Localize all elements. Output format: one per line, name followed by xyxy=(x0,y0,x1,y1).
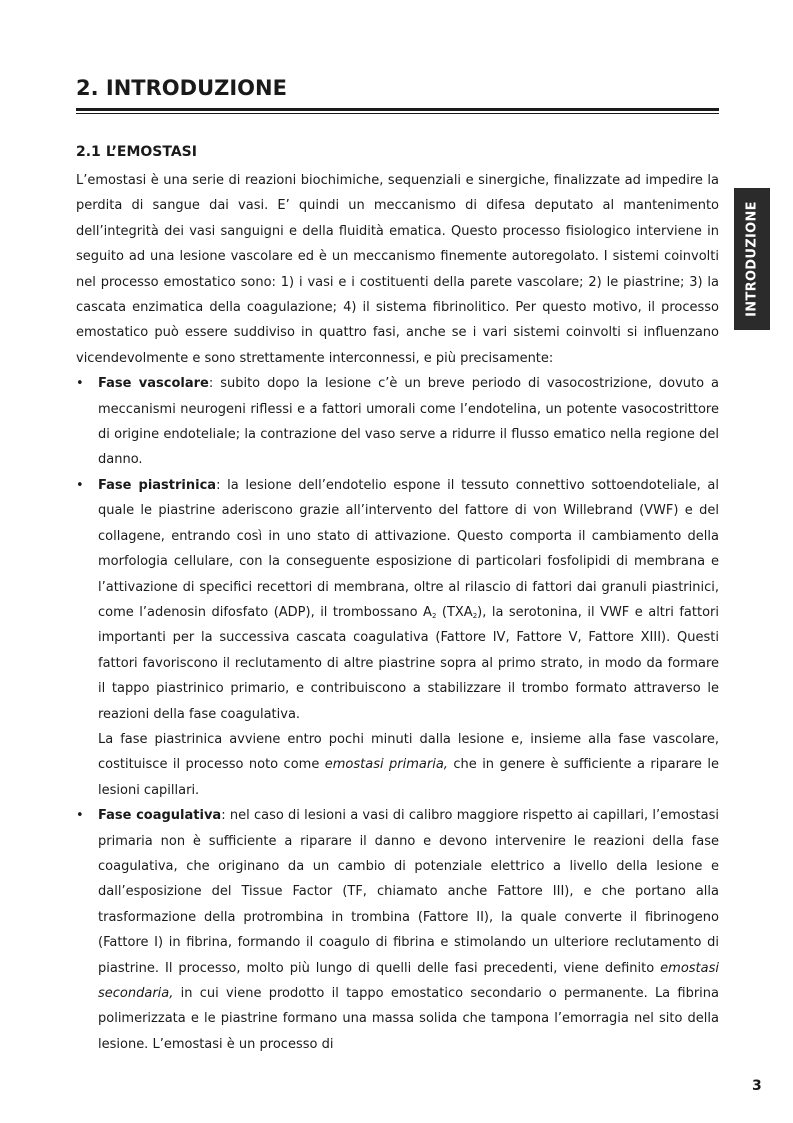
section-heading xyxy=(76,144,197,160)
list-item-platelet-phase xyxy=(76,473,719,803)
primary-hemostasis-italic: emostasi primaria, xyxy=(324,757,448,773)
subscript-2: 2 xyxy=(431,611,437,620)
title-rule-thick xyxy=(76,108,719,111)
phase-list xyxy=(76,371,719,1057)
platelet-phase-text-3: ), la serotonina, il VWF e altri fattori importanti per la successiva cascata coagulativa (Fattore IV, Fattore V, Fattore XIII). Questi fattori favoriscono il reclutamento di altre piastrine sopra al primo strato, in modo da formare il tappo piastrinico primario, e contribuiscono a stabilizzare il trombo formato attraverso le reazioni della fase coagulativa. xyxy=(98,604,719,722)
intro-paragraph: L’emostasi è una serie di reazioni biochimiche, sequenziali e sinergiche, finalizzate ad impedire la perdita di sangue dai vasi. E’ quindi un meccanismo di difesa deputato al mantenimento dell’integrità dei vasi sanguigni e della fluidità ematica. Questo processo fisiologico interviene in seguito ad una lesione vascolare ed è un meccanismo finemente autoregolato. I sistemi coinvolti nel processo emostatico sono: 1) i vasi e i costituenti della parete vascolare; 2) le piastrine; 3) la cascata enzimatica della coagulazione; 4) il sistema fibrinolitico. Per questo motivo, il processo emostatico può essere suddiviso in quattro fasi, anche se i vari sistemi coinvolti si influenzano vicendevolmente e sono strettamente interconnessi, e più precisamente: xyxy=(76,173,719,366)
side-tab-label: INTRODUZIONE xyxy=(744,201,760,317)
subscript-2: 2 xyxy=(472,611,478,620)
coagulation-phase-text-2: in cui viene prodotto il tappo emostatico secondario o permanente. La fibrina polimerizzata e le piastrine formano una massa solida che tampona l’emorragia nel sito della lesione. L’emostasi è un processo di xyxy=(98,986,719,1052)
chapter-side-tab xyxy=(734,188,770,330)
term-platelet-phase: Fase piastrinica xyxy=(98,477,217,493)
coagulation-phase-text-1: : nel caso di lesioni a vasi di calibro maggiore rispetto ai capillari, l’emostasi primaria non è sufficiente a riparare il danno e devono intervenire le reazioni della fase coagulativa, che originano da un cambio di potenziale elettrico a livello della lesione e dall’esposizione del Tissue Factor (TF, chiamato anche Fattore III), e che portano alla trasformazione della protrombina in trombina (Fattore II), la quale converte il fibrinogeno (Fattore I) in fibrina, formando il coagulo di fibrina e stimolando un ulteriore reclutamento di piastrine. Il processo, molto più lungo di quelli delle fasi precedenti, viene definito xyxy=(98,808,719,976)
platelet-phase-text-2: (TXA xyxy=(436,604,473,620)
section-number: 2.1 xyxy=(76,144,101,160)
section-title: L’EMOSTASI xyxy=(105,144,197,160)
platelet-phase-text-1: : la lesione dell’endotelio espone il tessuto connettivo sottoendoteliale, al quale le piastrine aderiscono grazie all’intervento del fattore di von Willebrand (VWF) e del collagene, entrando così in uno stato di attivazione. Questo comporta il cambiamento della morfologia cellulare, con la conseguente esposizione di particolari fosfolipidi di membrana e l’attivazione di specifici recettori di membrana, oltre al rilascio di fattori dai granuli piastrinici, come l’adenosin difosfato (ADP), il trombossano A xyxy=(98,477,720,620)
body-text xyxy=(76,168,719,1057)
list-item-coagulation-phase xyxy=(76,803,719,1057)
chapter-title: 2. INTRODUZIONE xyxy=(76,76,287,100)
term-vascular-phase: Fase vascolare xyxy=(98,376,209,392)
primary-hemostasis-text-before: La fase piastrinica avviene entro pochi minuti dalla lesione e, insieme alla fase vascolare, costituisce il processo noto come xyxy=(98,731,719,773)
vascular-phase-text: : subito dopo la lesione c’è un breve periodo di vasocostrizione, dovuto a meccanismi neurogeni riflessi e a fattori umorali come l’endotelina, un potente vasocostrittore di origine endoteliale; la contrazione del vaso serve a ridurre il flusso ematico nella regione del danno. xyxy=(98,376,719,468)
primary-hemostasis-paragraph xyxy=(98,727,719,803)
title-rule-thin xyxy=(76,113,719,114)
list-item-vascular-phase xyxy=(76,371,719,473)
secondary-hemostasis-italic: emostasi secondaria, xyxy=(98,960,719,1001)
term-coagulation-phase: Fase coagulativa xyxy=(98,808,222,824)
primary-hemostasis-text-after: che in genere è sufficiente a riparare le lesioni capillari. xyxy=(98,757,719,798)
platelet-phase-paragraph xyxy=(98,473,719,727)
page-number: 3 xyxy=(752,1078,762,1094)
